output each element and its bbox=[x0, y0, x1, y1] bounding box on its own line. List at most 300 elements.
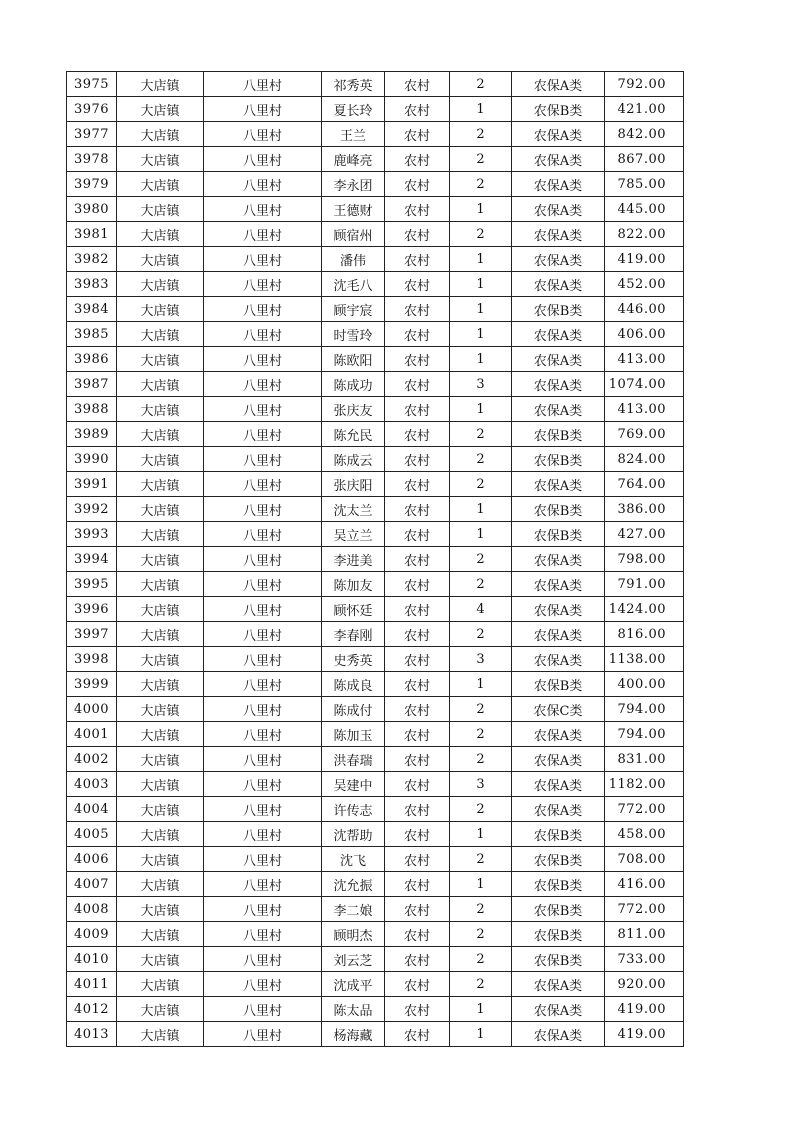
cell-amount: 419.00 bbox=[605, 247, 684, 272]
cell-amount: 421.00 bbox=[605, 97, 684, 122]
cell-village: 八里村 bbox=[204, 147, 322, 172]
table-row bbox=[67, 397, 684, 422]
cell-area: 农村 bbox=[385, 147, 450, 172]
cell-village: 八里村 bbox=[204, 397, 322, 422]
cell-area: 农村 bbox=[385, 697, 450, 722]
cell-village: 八里村 bbox=[204, 372, 322, 397]
cell-amount: 419.00 bbox=[605, 997, 684, 1022]
cell-village: 八里村 bbox=[204, 472, 322, 497]
cell-people: 2 bbox=[450, 947, 512, 972]
cell-village: 八里村 bbox=[204, 722, 322, 747]
cell-people: 2 bbox=[450, 472, 512, 497]
cell-no: 3991 bbox=[67, 472, 117, 497]
cell-amount: 1074.00 bbox=[605, 372, 684, 397]
cell-village: 八里村 bbox=[204, 897, 322, 922]
cell-people: 2 bbox=[450, 447, 512, 472]
cell-no: 3997 bbox=[67, 622, 117, 647]
cell-people: 1 bbox=[450, 497, 512, 522]
cell-area: 农村 bbox=[385, 447, 450, 472]
cell-town: 大店镇 bbox=[117, 672, 204, 697]
cell-type: 农保B类 bbox=[512, 672, 605, 697]
cell-amount: 867.00 bbox=[605, 147, 684, 172]
cell-village: 八里村 bbox=[204, 172, 322, 197]
cell-town: 大店镇 bbox=[117, 697, 204, 722]
cell-area: 农村 bbox=[385, 397, 450, 422]
table-row bbox=[67, 97, 684, 122]
cell-amount: 920.00 bbox=[605, 972, 684, 997]
table-row bbox=[67, 697, 684, 722]
cell-type: 农保A类 bbox=[512, 347, 605, 372]
cell-type: 农保B类 bbox=[512, 822, 605, 847]
cell-amount: 708.00 bbox=[605, 847, 684, 872]
cell-name: 沈太兰 bbox=[322, 497, 385, 522]
cell-people: 1 bbox=[450, 672, 512, 697]
cell-name: 张庆友 bbox=[322, 397, 385, 422]
cell-people: 1 bbox=[450, 1022, 512, 1047]
cell-town: 大店镇 bbox=[117, 947, 204, 972]
cell-no: 4005 bbox=[67, 822, 117, 847]
cell-area: 农村 bbox=[385, 197, 450, 222]
cell-name: 吴建中 bbox=[322, 772, 385, 797]
cell-village: 八里村 bbox=[204, 297, 322, 322]
cell-people: 1 bbox=[450, 522, 512, 547]
cell-type: 农保A类 bbox=[512, 172, 605, 197]
cell-people: 2 bbox=[450, 622, 512, 647]
cell-area: 农村 bbox=[385, 622, 450, 647]
cell-name: 鹿峰亮 bbox=[322, 147, 385, 172]
cell-no: 3976 bbox=[67, 97, 117, 122]
cell-town: 大店镇 bbox=[117, 872, 204, 897]
cell-village: 八里村 bbox=[204, 422, 322, 447]
cell-type: 农保B类 bbox=[512, 847, 605, 872]
cell-town: 大店镇 bbox=[117, 772, 204, 797]
cell-name: 吴立兰 bbox=[322, 522, 385, 547]
cell-no: 4006 bbox=[67, 847, 117, 872]
cell-people: 2 bbox=[450, 172, 512, 197]
cell-amount: 794.00 bbox=[605, 722, 684, 747]
table-row bbox=[67, 847, 684, 872]
cell-town: 大店镇 bbox=[117, 472, 204, 497]
cell-type: 农保C类 bbox=[512, 697, 605, 722]
cell-no: 3989 bbox=[67, 422, 117, 447]
cell-name: 张庆阳 bbox=[322, 472, 385, 497]
cell-name: 顾怀廷 bbox=[322, 597, 385, 622]
cell-area: 农村 bbox=[385, 897, 450, 922]
cell-area: 农村 bbox=[385, 872, 450, 897]
cell-no: 3984 bbox=[67, 297, 117, 322]
table-row bbox=[67, 372, 684, 397]
cell-amount: 458.00 bbox=[605, 822, 684, 847]
cell-no: 3987 bbox=[67, 372, 117, 397]
cell-name: 李春刚 bbox=[322, 622, 385, 647]
cell-name: 陈加玉 bbox=[322, 722, 385, 747]
cell-area: 农村 bbox=[385, 322, 450, 347]
table-row bbox=[67, 472, 684, 497]
cell-people: 2 bbox=[450, 72, 512, 97]
cell-area: 农村 bbox=[385, 722, 450, 747]
cell-town: 大店镇 bbox=[117, 397, 204, 422]
cell-amount: 772.00 bbox=[605, 797, 684, 822]
cell-name: 祁秀英 bbox=[322, 72, 385, 97]
cell-area: 农村 bbox=[385, 247, 450, 272]
cell-town: 大店镇 bbox=[117, 897, 204, 922]
cell-town: 大店镇 bbox=[117, 572, 204, 597]
table-row bbox=[67, 597, 684, 622]
cell-people: 3 bbox=[450, 772, 512, 797]
cell-town: 大店镇 bbox=[117, 197, 204, 222]
cell-village: 八里村 bbox=[204, 122, 322, 147]
table-row bbox=[67, 947, 684, 972]
cell-town: 大店镇 bbox=[117, 972, 204, 997]
cell-people: 3 bbox=[450, 372, 512, 397]
cell-town: 大店镇 bbox=[117, 647, 204, 672]
cell-amount: 1424.00 bbox=[605, 597, 684, 622]
table-row bbox=[67, 547, 684, 572]
cell-amount: 413.00 bbox=[605, 347, 684, 372]
cell-village: 八里村 bbox=[204, 972, 322, 997]
cell-amount: 413.00 bbox=[605, 397, 684, 422]
cell-type: 农保A类 bbox=[512, 72, 605, 97]
cell-area: 农村 bbox=[385, 822, 450, 847]
cell-town: 大店镇 bbox=[117, 997, 204, 1022]
cell-amount: 811.00 bbox=[605, 922, 684, 947]
cell-no: 3977 bbox=[67, 122, 117, 147]
cell-type: 农保A类 bbox=[512, 322, 605, 347]
cell-type: 农保B类 bbox=[512, 522, 605, 547]
cell-town: 大店镇 bbox=[117, 522, 204, 547]
cell-no: 4004 bbox=[67, 797, 117, 822]
cell-type: 农保B类 bbox=[512, 97, 605, 122]
table-row bbox=[67, 322, 684, 347]
cell-amount: 416.00 bbox=[605, 872, 684, 897]
cell-area: 农村 bbox=[385, 1022, 450, 1047]
table-row bbox=[67, 772, 684, 797]
cell-people: 2 bbox=[450, 922, 512, 947]
table-row bbox=[67, 647, 684, 672]
cell-area: 农村 bbox=[385, 472, 450, 497]
cell-type: 农保B类 bbox=[512, 297, 605, 322]
cell-people: 1 bbox=[450, 297, 512, 322]
cell-no: 3992 bbox=[67, 497, 117, 522]
table-row bbox=[67, 297, 684, 322]
cell-village: 八里村 bbox=[204, 497, 322, 522]
table-row bbox=[67, 272, 684, 297]
table-row bbox=[67, 997, 684, 1022]
cell-name: 陈加友 bbox=[322, 572, 385, 597]
cell-area: 农村 bbox=[385, 547, 450, 572]
cell-people: 1 bbox=[450, 197, 512, 222]
cell-type: 农保A类 bbox=[512, 997, 605, 1022]
cell-village: 八里村 bbox=[204, 822, 322, 847]
cell-name: 刘云芝 bbox=[322, 947, 385, 972]
cell-people: 2 bbox=[450, 722, 512, 747]
cell-type: 农保B类 bbox=[512, 497, 605, 522]
cell-name: 王德财 bbox=[322, 197, 385, 222]
cell-amount: 445.00 bbox=[605, 197, 684, 222]
cell-name: 时雪玲 bbox=[322, 322, 385, 347]
cell-town: 大店镇 bbox=[117, 72, 204, 97]
cell-no: 3998 bbox=[67, 647, 117, 672]
cell-area: 农村 bbox=[385, 347, 450, 372]
cell-area: 农村 bbox=[385, 497, 450, 522]
cell-amount: 798.00 bbox=[605, 547, 684, 572]
cell-area: 农村 bbox=[385, 97, 450, 122]
cell-no: 4012 bbox=[67, 997, 117, 1022]
cell-type: 农保B类 bbox=[512, 872, 605, 897]
cell-people: 2 bbox=[450, 797, 512, 822]
cell-town: 大店镇 bbox=[117, 297, 204, 322]
data-table bbox=[66, 71, 684, 1047]
cell-town: 大店镇 bbox=[117, 797, 204, 822]
cell-name: 沈帮助 bbox=[322, 822, 385, 847]
cell-town: 大店镇 bbox=[117, 847, 204, 872]
table-row bbox=[67, 922, 684, 947]
cell-type: 农保B类 bbox=[512, 422, 605, 447]
cell-village: 八里村 bbox=[204, 547, 322, 572]
cell-people: 1 bbox=[450, 822, 512, 847]
cell-area: 农村 bbox=[385, 972, 450, 997]
table-row bbox=[67, 897, 684, 922]
cell-people: 2 bbox=[450, 747, 512, 772]
cell-name: 陈太品 bbox=[322, 997, 385, 1022]
cell-type: 农保A类 bbox=[512, 397, 605, 422]
cell-name: 陈成功 bbox=[322, 372, 385, 397]
cell-people: 2 bbox=[450, 697, 512, 722]
cell-type: 农保A类 bbox=[512, 772, 605, 797]
cell-name: 潘伟 bbox=[322, 247, 385, 272]
cell-no: 3996 bbox=[67, 597, 117, 622]
cell-town: 大店镇 bbox=[117, 247, 204, 272]
cell-no: 3993 bbox=[67, 522, 117, 547]
cell-people: 2 bbox=[450, 122, 512, 147]
cell-people: 2 bbox=[450, 147, 512, 172]
cell-type: 农保A类 bbox=[512, 472, 605, 497]
cell-name: 史秀英 bbox=[322, 647, 385, 672]
cell-people: 1 bbox=[450, 247, 512, 272]
cell-village: 八里村 bbox=[204, 997, 322, 1022]
cell-people: 1 bbox=[450, 322, 512, 347]
cell-area: 农村 bbox=[385, 422, 450, 447]
cell-village: 八里村 bbox=[204, 97, 322, 122]
cell-village: 八里村 bbox=[204, 747, 322, 772]
cell-village: 八里村 bbox=[204, 872, 322, 897]
cell-people: 4 bbox=[450, 597, 512, 622]
cell-name: 李永团 bbox=[322, 172, 385, 197]
cell-name: 陈成付 bbox=[322, 697, 385, 722]
cell-town: 大店镇 bbox=[117, 597, 204, 622]
cell-no: 4000 bbox=[67, 697, 117, 722]
cell-village: 八里村 bbox=[204, 772, 322, 797]
cell-town: 大店镇 bbox=[117, 922, 204, 947]
cell-town: 大店镇 bbox=[117, 122, 204, 147]
cell-town: 大店镇 bbox=[117, 272, 204, 297]
cell-type: 农保A类 bbox=[512, 972, 605, 997]
cell-no: 4010 bbox=[67, 947, 117, 972]
table-row bbox=[67, 747, 684, 772]
cell-no: 3985 bbox=[67, 322, 117, 347]
cell-town: 大店镇 bbox=[117, 497, 204, 522]
cell-people: 2 bbox=[450, 972, 512, 997]
cell-area: 农村 bbox=[385, 172, 450, 197]
cell-area: 农村 bbox=[385, 297, 450, 322]
cell-area: 农村 bbox=[385, 997, 450, 1022]
cell-type: 农保B类 bbox=[512, 897, 605, 922]
table-body bbox=[67, 72, 684, 1047]
cell-area: 农村 bbox=[385, 672, 450, 697]
cell-type: 农保A类 bbox=[512, 122, 605, 147]
cell-village: 八里村 bbox=[204, 572, 322, 597]
cell-amount: 427.00 bbox=[605, 522, 684, 547]
cell-area: 农村 bbox=[385, 72, 450, 97]
cell-people: 1 bbox=[450, 347, 512, 372]
cell-no: 3981 bbox=[67, 222, 117, 247]
table-row bbox=[67, 672, 684, 697]
cell-town: 大店镇 bbox=[117, 722, 204, 747]
cell-amount: 822.00 bbox=[605, 222, 684, 247]
cell-no: 4007 bbox=[67, 872, 117, 897]
cell-type: 农保B类 bbox=[512, 947, 605, 972]
table-row bbox=[67, 197, 684, 222]
cell-village: 八里村 bbox=[204, 72, 322, 97]
cell-amount: 386.00 bbox=[605, 497, 684, 522]
cell-amount: 400.00 bbox=[605, 672, 684, 697]
cell-amount: 816.00 bbox=[605, 622, 684, 647]
cell-type: 农保A类 bbox=[512, 597, 605, 622]
cell-people: 2 bbox=[450, 847, 512, 872]
cell-town: 大店镇 bbox=[117, 347, 204, 372]
cell-people: 2 bbox=[450, 572, 512, 597]
table-row bbox=[67, 972, 684, 997]
cell-name: 王兰 bbox=[322, 122, 385, 147]
cell-town: 大店镇 bbox=[117, 622, 204, 647]
cell-no: 4001 bbox=[67, 722, 117, 747]
table-row bbox=[67, 522, 684, 547]
cell-town: 大店镇 bbox=[117, 547, 204, 572]
cell-people: 1 bbox=[450, 997, 512, 1022]
cell-area: 农村 bbox=[385, 922, 450, 947]
cell-type: 农保A类 bbox=[512, 647, 605, 672]
cell-no: 3986 bbox=[67, 347, 117, 372]
cell-village: 八里村 bbox=[204, 797, 322, 822]
cell-amount: 769.00 bbox=[605, 422, 684, 447]
cell-type: 农保A类 bbox=[512, 747, 605, 772]
cell-people: 3 bbox=[450, 647, 512, 672]
cell-village: 八里村 bbox=[204, 622, 322, 647]
cell-people: 2 bbox=[450, 222, 512, 247]
cell-area: 农村 bbox=[385, 372, 450, 397]
cell-type: 农保A类 bbox=[512, 197, 605, 222]
cell-name: 李进美 bbox=[322, 547, 385, 572]
cell-town: 大店镇 bbox=[117, 97, 204, 122]
cell-area: 农村 bbox=[385, 122, 450, 147]
cell-amount: 764.00 bbox=[605, 472, 684, 497]
table-row bbox=[67, 172, 684, 197]
cell-no: 3988 bbox=[67, 397, 117, 422]
cell-people: 2 bbox=[450, 422, 512, 447]
cell-amount: 842.00 bbox=[605, 122, 684, 147]
cell-type: 农保A类 bbox=[512, 147, 605, 172]
cell-no: 4003 bbox=[67, 772, 117, 797]
cell-name: 夏长玲 bbox=[322, 97, 385, 122]
table-row bbox=[67, 722, 684, 747]
cell-village: 八里村 bbox=[204, 447, 322, 472]
cell-name: 陈成云 bbox=[322, 447, 385, 472]
cell-people: 1 bbox=[450, 272, 512, 297]
cell-village: 八里村 bbox=[204, 197, 322, 222]
cell-people: 2 bbox=[450, 897, 512, 922]
table-row bbox=[67, 147, 684, 172]
cell-area: 农村 bbox=[385, 772, 450, 797]
cell-type: 农保A类 bbox=[512, 547, 605, 572]
cell-name: 沈毛八 bbox=[322, 272, 385, 297]
cell-no: 3995 bbox=[67, 572, 117, 597]
cell-no: 4013 bbox=[67, 1022, 117, 1047]
cell-amount: 785.00 bbox=[605, 172, 684, 197]
cell-amount: 1182.00 bbox=[605, 772, 684, 797]
cell-no: 3982 bbox=[67, 247, 117, 272]
cell-village: 八里村 bbox=[204, 347, 322, 372]
cell-amount: 1138.00 bbox=[605, 647, 684, 672]
cell-area: 农村 bbox=[385, 522, 450, 547]
table-row bbox=[67, 447, 684, 472]
cell-town: 大店镇 bbox=[117, 1022, 204, 1047]
cell-name: 许传志 bbox=[322, 797, 385, 822]
cell-village: 八里村 bbox=[204, 697, 322, 722]
cell-name: 顾宿州 bbox=[322, 222, 385, 247]
cell-no: 3983 bbox=[67, 272, 117, 297]
cell-amount: 419.00 bbox=[605, 1022, 684, 1047]
cell-area: 农村 bbox=[385, 847, 450, 872]
cell-village: 八里村 bbox=[204, 597, 322, 622]
table-row bbox=[67, 822, 684, 847]
cell-town: 大店镇 bbox=[117, 422, 204, 447]
cell-no: 3994 bbox=[67, 547, 117, 572]
cell-village: 八里村 bbox=[204, 522, 322, 547]
cell-type: 农保A类 bbox=[512, 372, 605, 397]
cell-amount: 792.00 bbox=[605, 72, 684, 97]
cell-town: 大店镇 bbox=[117, 172, 204, 197]
cell-type: 农保A类 bbox=[512, 622, 605, 647]
cell-village: 八里村 bbox=[204, 947, 322, 972]
table-row bbox=[67, 422, 684, 447]
cell-type: 农保A类 bbox=[512, 272, 605, 297]
cell-type: 农保A类 bbox=[512, 222, 605, 247]
cell-village: 八里村 bbox=[204, 222, 322, 247]
table-row bbox=[67, 347, 684, 372]
cell-type: 农保A类 bbox=[512, 797, 605, 822]
cell-area: 农村 bbox=[385, 597, 450, 622]
cell-village: 八里村 bbox=[204, 1022, 322, 1047]
cell-town: 大店镇 bbox=[117, 222, 204, 247]
cell-no: 4008 bbox=[67, 897, 117, 922]
cell-type: 农保B类 bbox=[512, 922, 605, 947]
cell-type: 农保A类 bbox=[512, 247, 605, 272]
cell-name: 沈飞 bbox=[322, 847, 385, 872]
cell-type: 农保A类 bbox=[512, 572, 605, 597]
cell-name: 杨海藏 bbox=[322, 1022, 385, 1047]
cell-amount: 446.00 bbox=[605, 297, 684, 322]
cell-village: 八里村 bbox=[204, 647, 322, 672]
cell-town: 大店镇 bbox=[117, 822, 204, 847]
cell-amount: 794.00 bbox=[605, 697, 684, 722]
cell-people: 1 bbox=[450, 872, 512, 897]
cell-type: 农保A类 bbox=[512, 1022, 605, 1047]
cell-name: 顾明杰 bbox=[322, 922, 385, 947]
table-row bbox=[67, 122, 684, 147]
cell-town: 大店镇 bbox=[117, 447, 204, 472]
cell-amount: 772.00 bbox=[605, 897, 684, 922]
cell-no: 3979 bbox=[67, 172, 117, 197]
